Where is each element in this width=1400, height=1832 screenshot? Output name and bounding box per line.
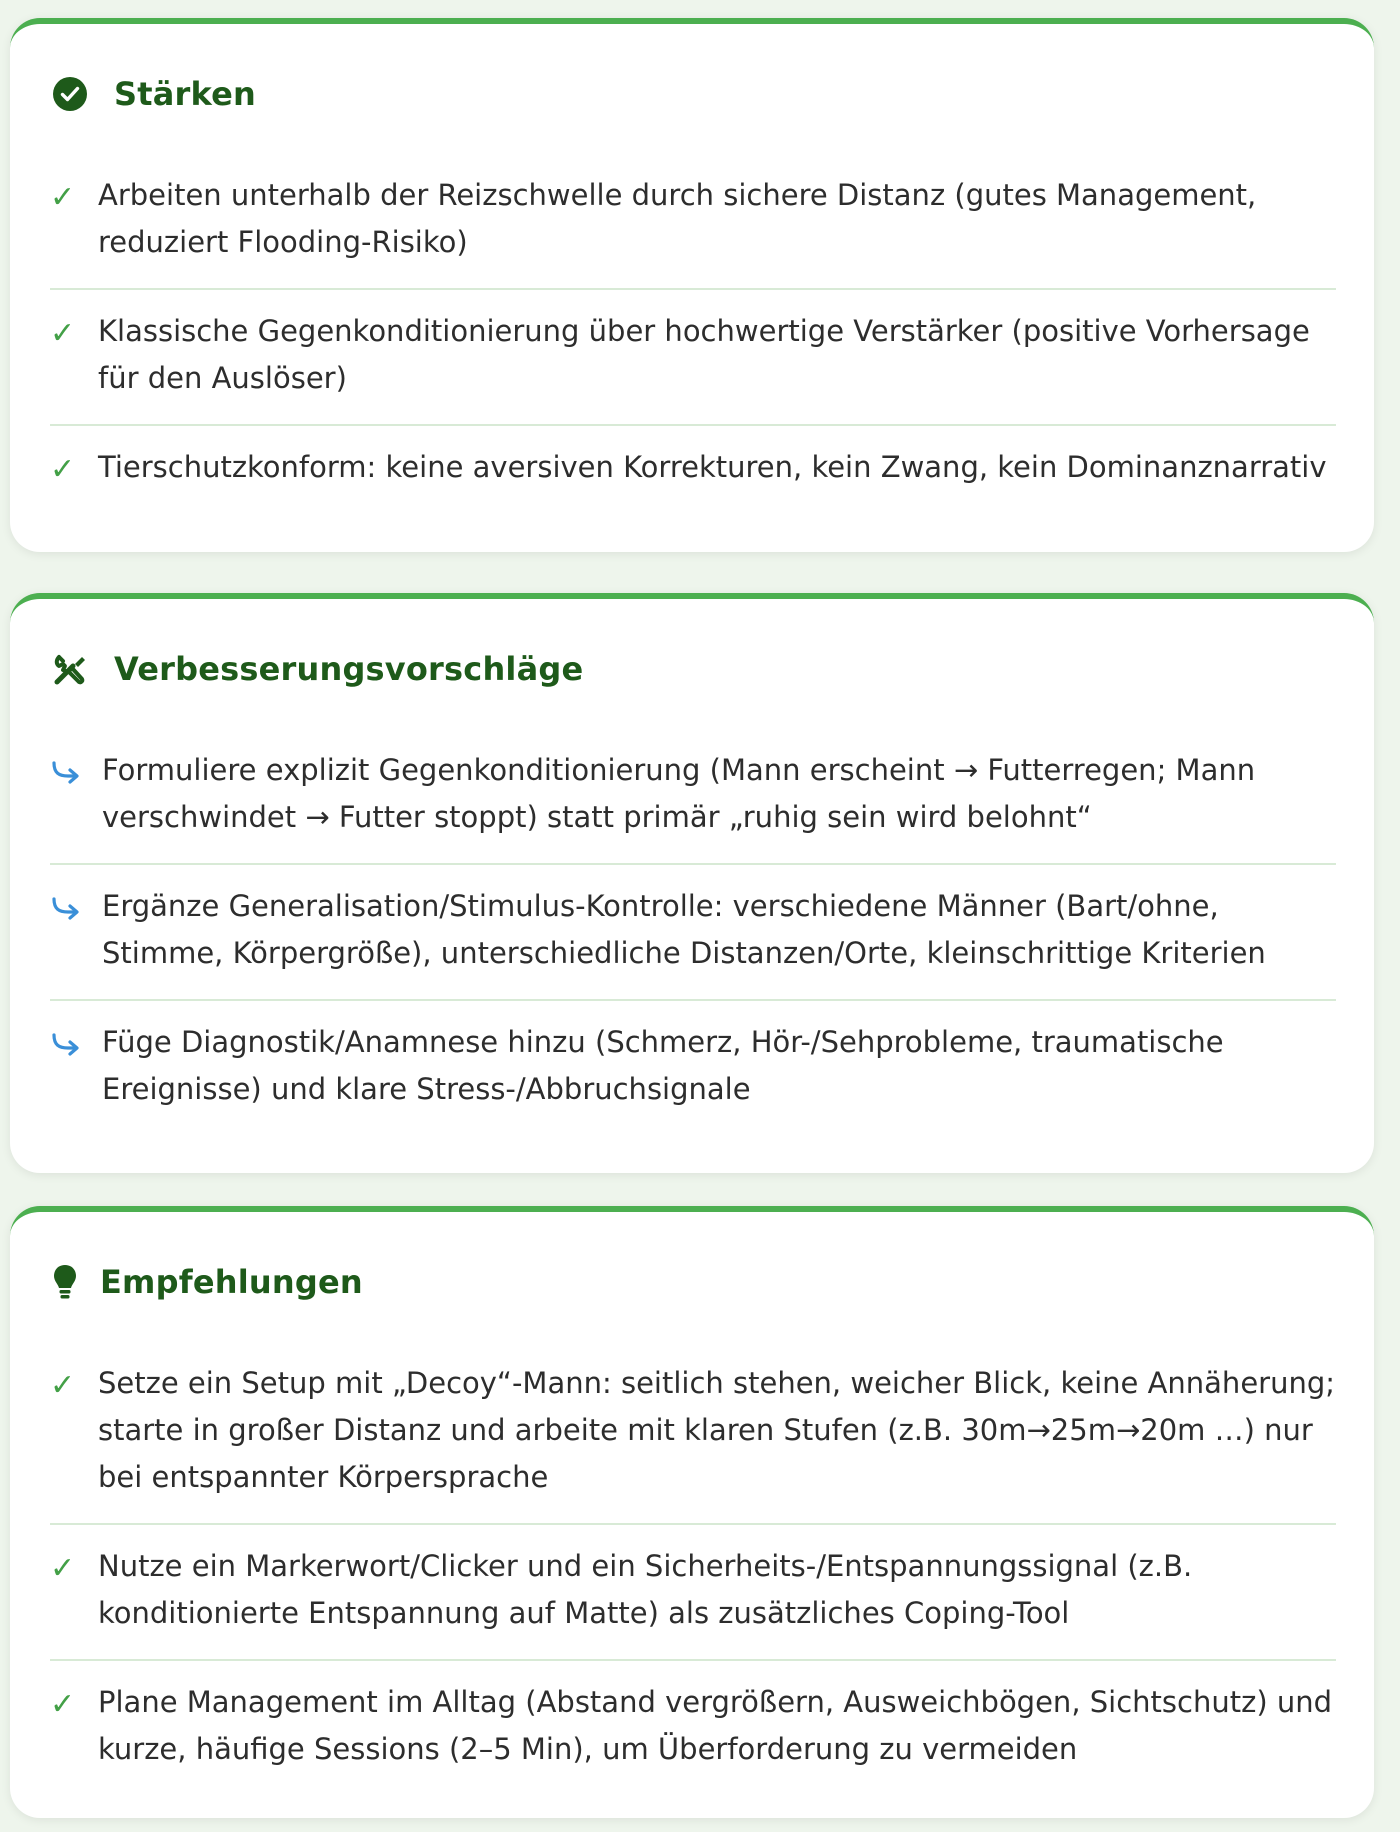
list-item-text: Formuliere explizit Gegenkonditionierung (Mann erscheint → Futterregen; Mann verschwindet → Futter stoppt) statt primär „ruhig sein wird belohnt“: [102, 753, 1256, 834]
list-item-text: Klassische Gegenkonditionierung über hochwertige Verstärker (positive Vorhersage für den Auslöser): [98, 314, 1310, 395]
curved-arrow-icon: [50, 1019, 102, 1068]
curved-arrow-icon: [50, 883, 102, 932]
improvements-title: Verbesserungsvorschläge: [114, 650, 584, 688]
recommendations-header: [50, 1252, 1336, 1312]
list-item-text: Ergänze Generalisation/Stimulus-Kontrolle: verschiedene Männer (Bart/ohne, Stimme, Körpergröße), unterschiedliche Distanzen/Orte, kleinschrittige Kriterien: [102, 889, 1266, 970]
list-item-text: Nutze ein Markerwort/Clicker und ein Sicherheits-/Entspannungssignal (z.B. konditionierte Entspannung auf Matte) als zusätzliches Coping-Tool: [98, 1549, 1193, 1630]
strengths-header: [50, 64, 1336, 124]
recommendations-list: [50, 1342, 1336, 1795]
list-item-text: Tierschutzkonform: keine aversiven Korrekturen, kein Zwang, kein Dominanznarrativ: [98, 450, 1327, 484]
checkmark-icon: ✓: [50, 180, 76, 215]
curved-arrow-icon: [50, 747, 102, 796]
improvements-card: [10, 593, 1374, 1173]
improvements-header: [50, 639, 1336, 699]
list-item: [50, 1342, 1336, 1525]
strengths-title: Stärken: [114, 75, 257, 113]
list-item-text: Arbeiten unterhalb der Reizschwelle durch sichere Distanz (gutes Management, reduziert Flooding-Risiko): [98, 178, 1257, 259]
check-circle-icon: [50, 74, 90, 114]
list-item: [50, 290, 1336, 426]
recommendations-title: Empfehlungen: [100, 1263, 363, 1301]
strengths-card: [10, 18, 1374, 552]
checkmark-icon: ✓: [50, 1687, 76, 1722]
list-item: [50, 729, 1336, 865]
list-item: [50, 154, 1336, 290]
checkmark-icon: ✓: [50, 1368, 76, 1403]
strengths-list: [50, 154, 1336, 516]
checkmark-icon: ✓: [50, 452, 76, 487]
improvements-list: [50, 729, 1336, 1135]
checkmark-icon: ✓: [50, 316, 76, 351]
list-item: [50, 1661, 1336, 1795]
tools-icon: [50, 649, 90, 689]
list-item: [50, 426, 1336, 516]
list-item-text: Plane Management im Alltag (Abstand vergrößern, Ausweichbögen, Sichtschutz) und kurze, häufige Sessions (2–5 Min), um Überforderung zu vermeiden: [98, 1685, 1333, 1766]
list-item: [50, 1525, 1336, 1661]
list-item: [50, 1001, 1336, 1135]
list-item-text: Setze ein Setup mit „Decoy“-Mann: seitlich stehen, weicher Blick, keine Annäherung; starte in großer Distanz und arbeite mit klaren Stufen (z.B. 30m→25m→20m …) nur bei entspannter Körpersprache: [98, 1366, 1336, 1494]
recommendations-card: [10, 1206, 1374, 1818]
list-item: [50, 865, 1336, 1001]
checkmark-icon: ✓: [50, 1551, 76, 1586]
lightbulb-icon: [50, 1262, 80, 1302]
list-item-text: Füge Diagnostik/Anamnese hinzu (Schmerz, Hör-/Sehprobleme, traumatische Ereignisse) und klare Stress-/Abbruchsignale: [102, 1025, 1224, 1106]
